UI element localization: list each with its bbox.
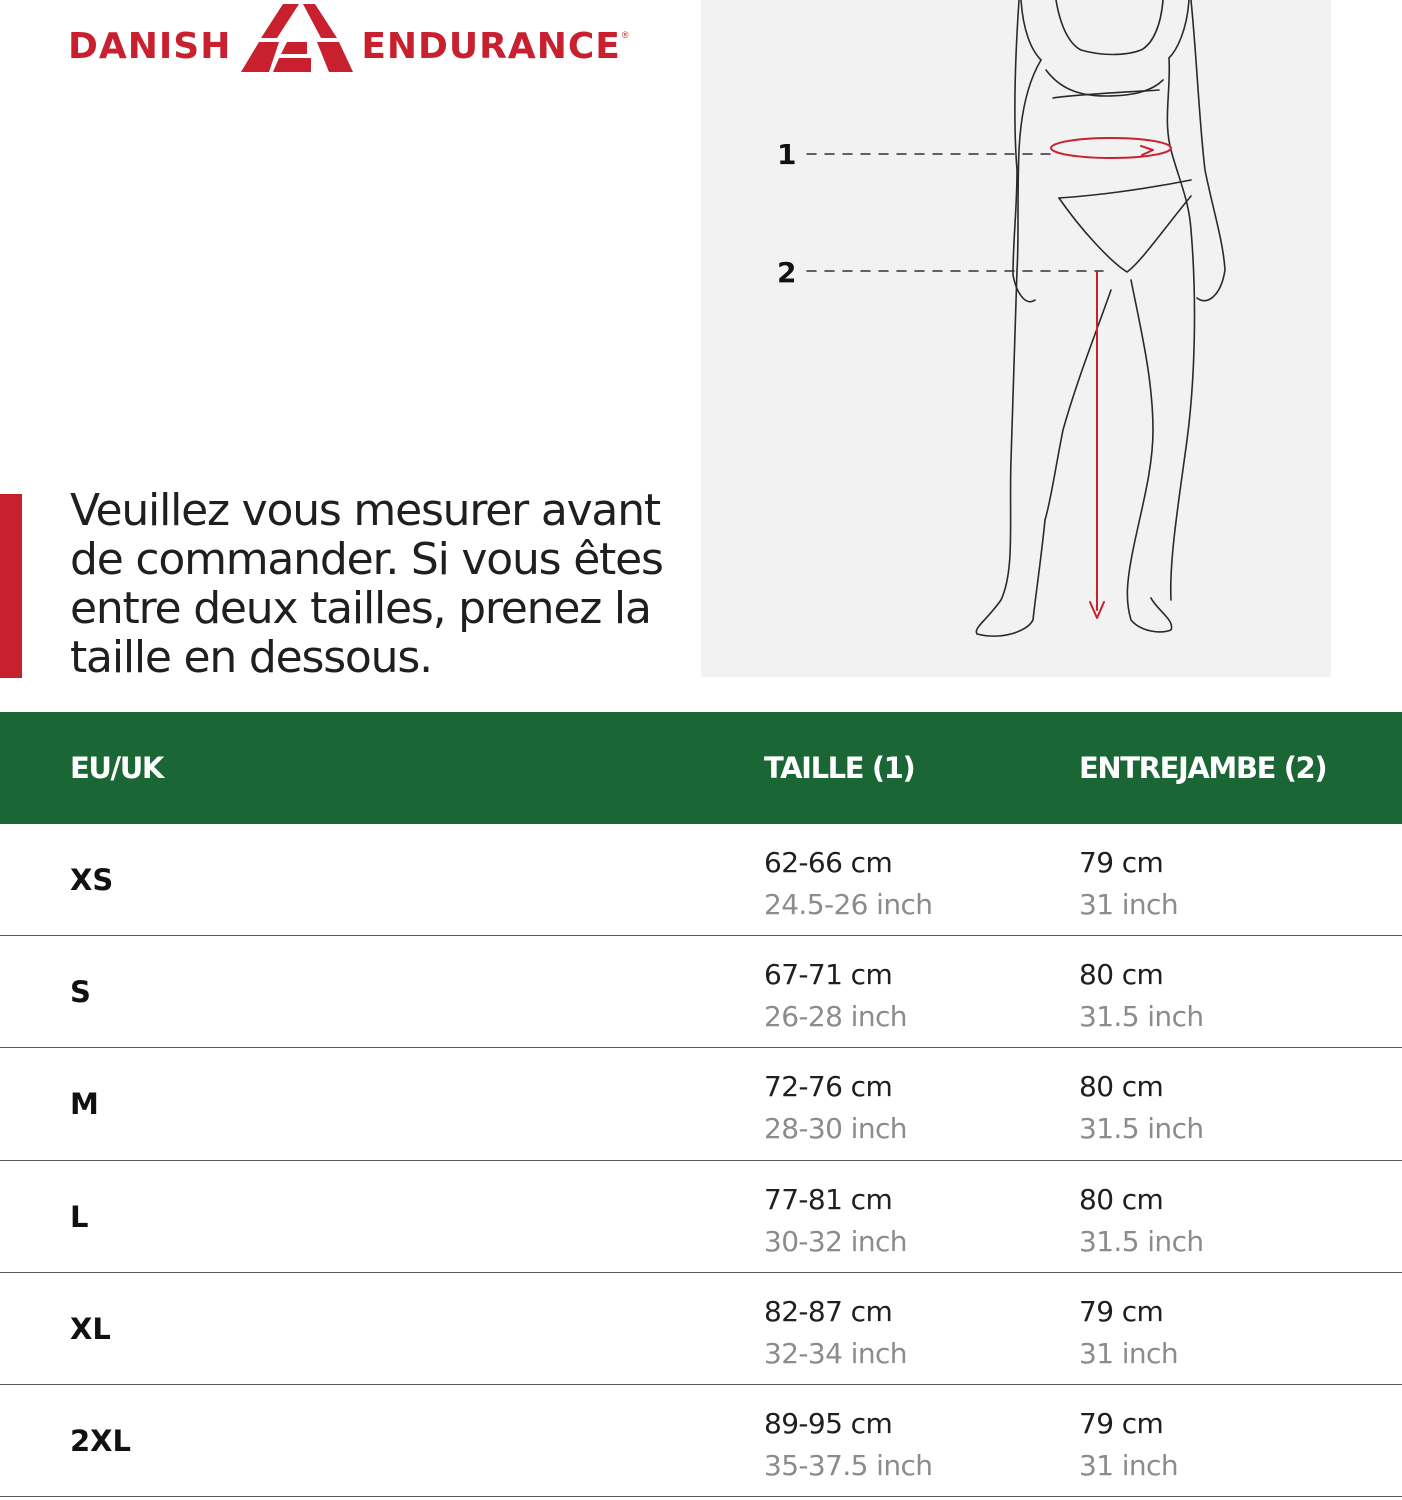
- inseam-cm: 79 cm: [1079, 1406, 1164, 1440]
- waist-inch: 32-34 inch: [764, 1336, 907, 1370]
- waist-inch: 28-30 inch: [764, 1112, 907, 1146]
- waist-cm: 62-66 cm: [764, 846, 893, 879]
- inseam-inch: 31.5 inch: [1079, 1224, 1204, 1258]
- inseam-cm: 79 cm: [1079, 846, 1164, 879]
- size-label: 2XL: [70, 1423, 132, 1458]
- waist-cm: 67-71 cm: [764, 958, 893, 992]
- body-outline-illustration: [701, 0, 1331, 677]
- waist-inch: 24.5-26 inch: [764, 888, 933, 921]
- size-chart-table: [0, 712, 1402, 1497]
- brand-name-right: ENDURANCE: [361, 25, 621, 67]
- brand-mountain-icon: [241, 0, 353, 76]
- table-row: [0, 1273, 1402, 1385]
- size-label: S: [70, 975, 91, 1010]
- inseam-cell: [1079, 842, 1178, 926]
- waist-cell: [764, 842, 932, 926]
- inseam-cell: [1079, 1066, 1204, 1150]
- waist-cm: 89-95 cm: [764, 1406, 893, 1440]
- waist-cell: [764, 1066, 907, 1150]
- waist-cell: [764, 1291, 907, 1375]
- brand-logo: [68, 0, 629, 76]
- size-label: XL: [70, 1311, 111, 1346]
- size-label: L: [70, 1199, 89, 1234]
- waist-cm: 82-87 cm: [764, 1294, 893, 1328]
- inseam-inch: 31.5 inch: [1079, 1112, 1204, 1146]
- waist-cell: [764, 1403, 932, 1487]
- inseam-cm: 80 cm: [1079, 1070, 1164, 1104]
- header-size: EU/UK: [70, 751, 163, 785]
- waist-cell: [764, 1179, 907, 1263]
- inseam-inch: 31 inch: [1079, 888, 1178, 921]
- registered-mark: ®: [621, 30, 629, 40]
- waist-inch: 26-28 inch: [764, 1000, 907, 1034]
- inseam-cell: [1079, 1291, 1178, 1375]
- inseam-cell: [1079, 954, 1204, 1038]
- table-row: [0, 1161, 1402, 1273]
- table-header-row: [0, 712, 1402, 824]
- inseam-cm: 80 cm: [1079, 958, 1164, 992]
- header-waist: TAILLE (1): [764, 751, 915, 785]
- inseam-marker-label: 2: [777, 256, 797, 289]
- accent-bar: [0, 494, 22, 678]
- size-label: M: [70, 1087, 99, 1122]
- header-inseam: ENTREJAMBE (2): [1079, 751, 1327, 785]
- table-row: [0, 1385, 1402, 1497]
- inseam-cm: 79 cm: [1079, 1294, 1164, 1328]
- waist-inch: 30-32 inch: [764, 1224, 907, 1258]
- inseam-inch: 31 inch: [1079, 1336, 1178, 1370]
- table-row: [0, 824, 1402, 936]
- inseam-cell: [1079, 1179, 1204, 1263]
- measure-instructions: Veuillez vous mesurer avant de commander. Si vous êtes entre deux tailles, prenez la taille en dessous.: [70, 485, 663, 683]
- brand-name-left: DANISH: [68, 25, 232, 67]
- waist-marker-label: 1: [777, 138, 797, 171]
- waist-cm: 77-81 cm: [764, 1182, 893, 1216]
- size-label: XS: [70, 863, 114, 897]
- table-row: [0, 1048, 1402, 1160]
- waist-cm: 72-76 cm: [764, 1070, 893, 1104]
- inseam-inch: 31 inch: [1079, 1448, 1178, 1482]
- waist-cell: [764, 954, 907, 1038]
- inseam-inch: 31.5 inch: [1079, 1000, 1204, 1034]
- body-measurement-figure: [701, 0, 1331, 677]
- inseam-cm: 80 cm: [1079, 1182, 1164, 1216]
- inseam-cell: [1079, 1403, 1178, 1487]
- table-row: [0, 936, 1402, 1048]
- waist-inch: 35-37.5 inch: [764, 1448, 933, 1482]
